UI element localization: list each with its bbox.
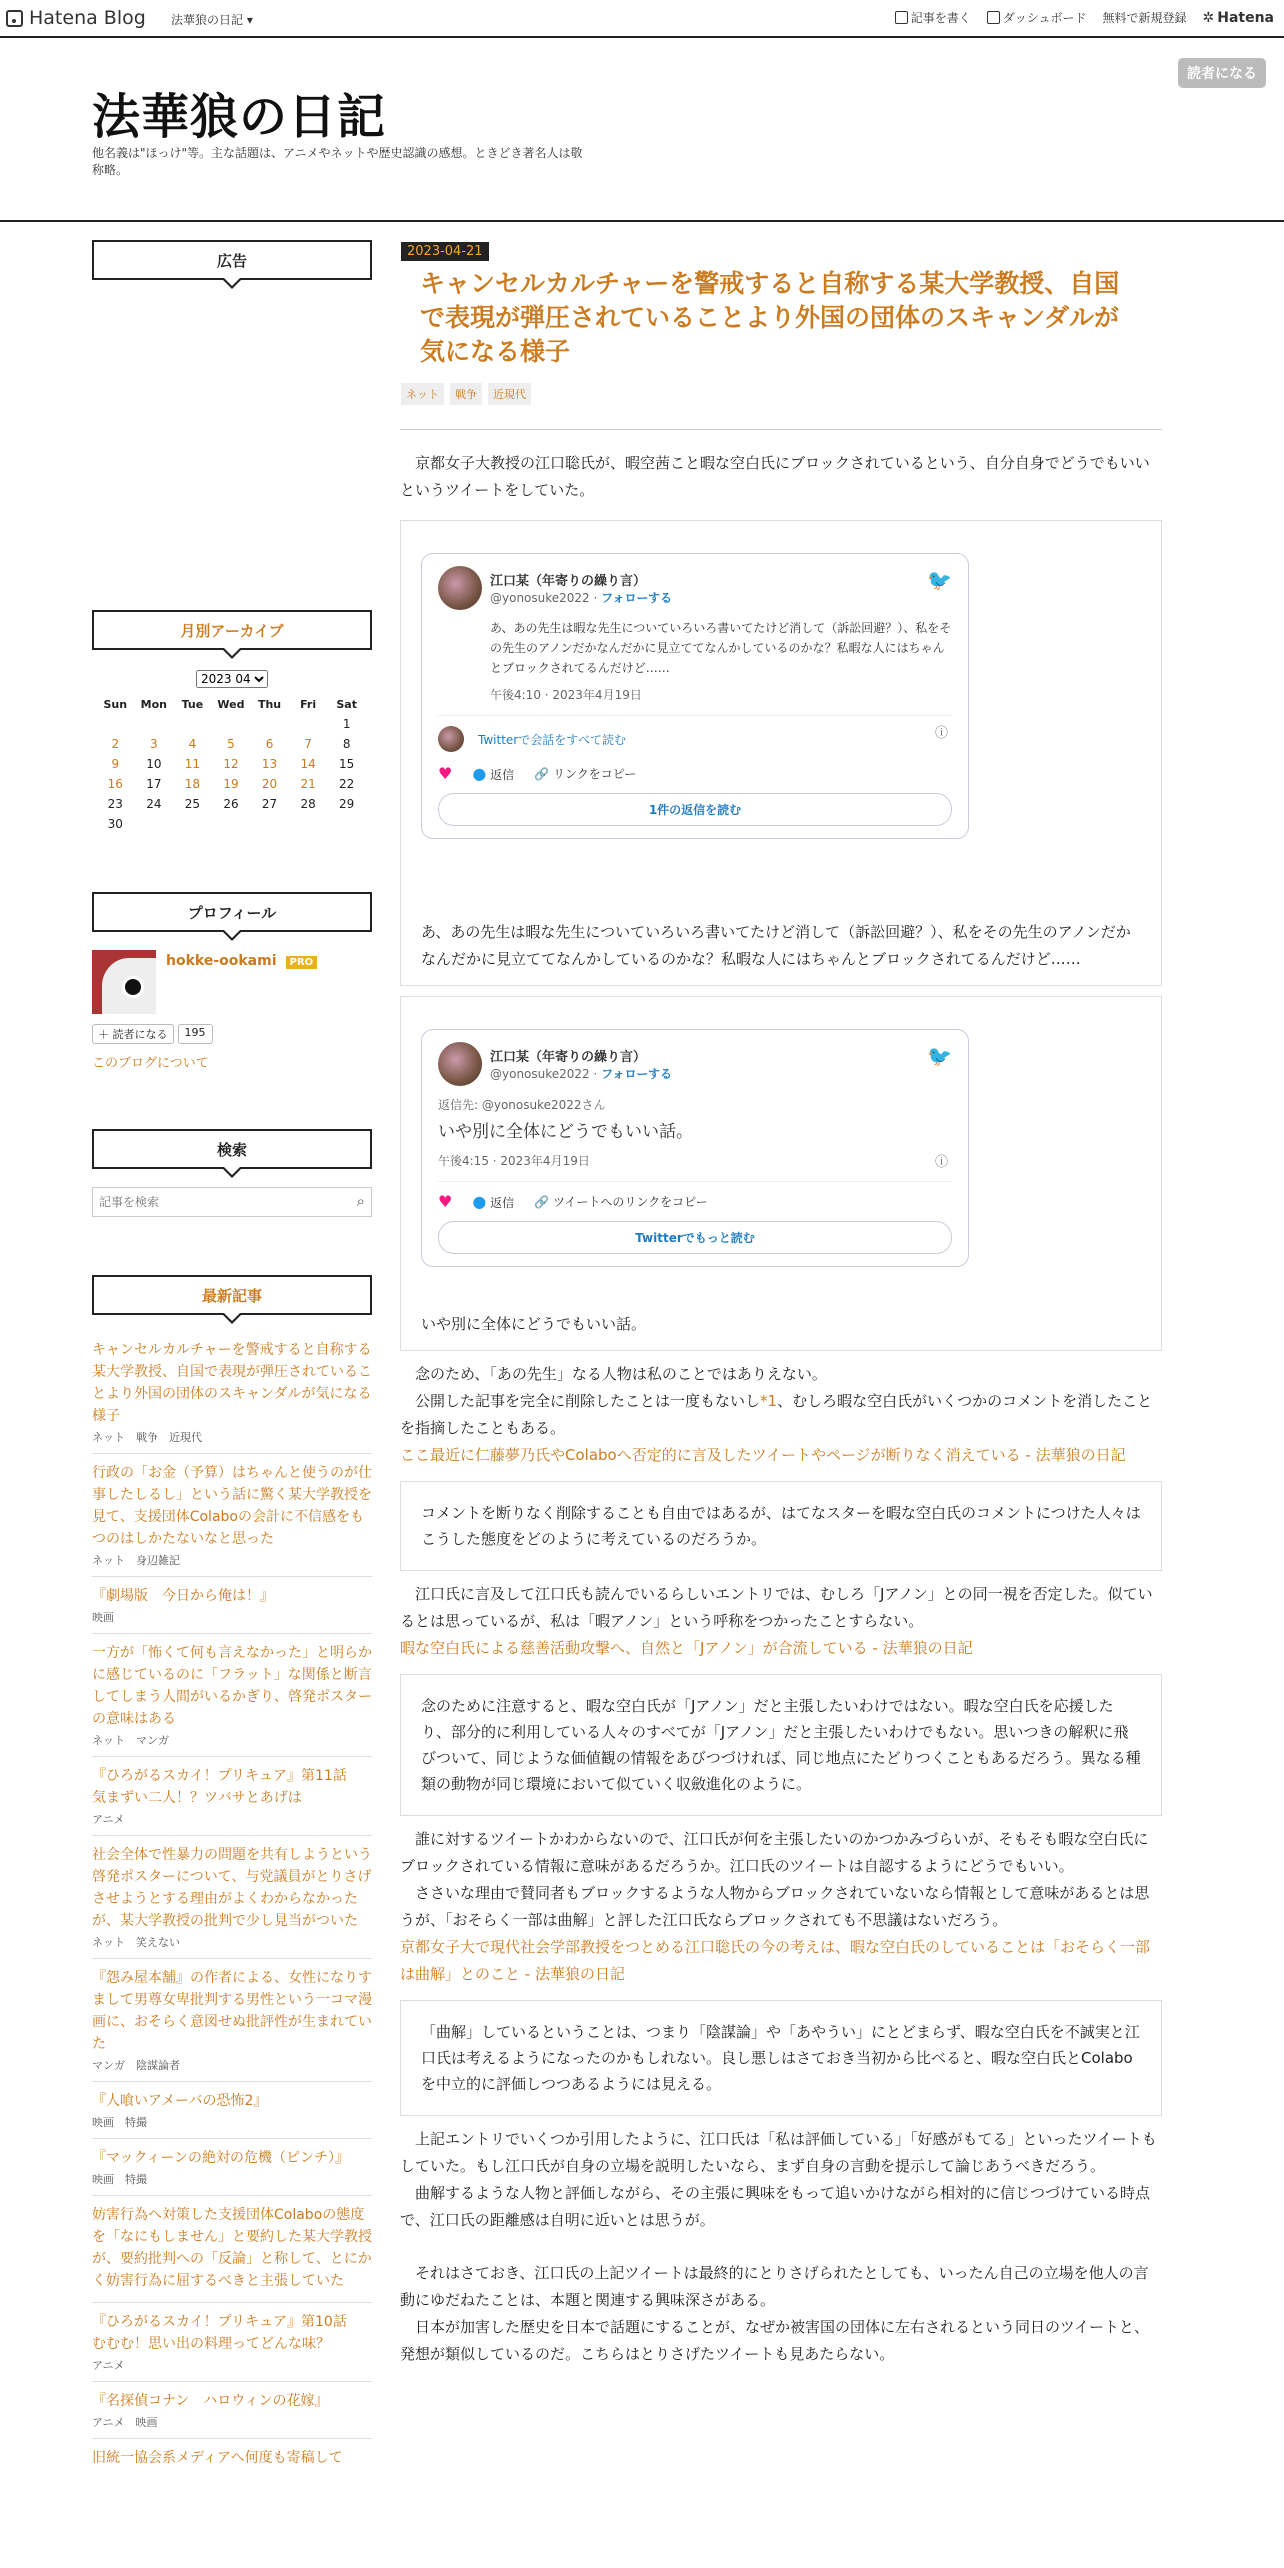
calendar-day-link[interactable]: 7 bbox=[304, 737, 312, 751]
follow-reader-label: 読者になる bbox=[112, 1028, 168, 1041]
calendar-cell: 30 bbox=[107, 817, 123, 831]
subscribe-button[interactable]: 読者になる bbox=[1178, 58, 1266, 88]
post-categories bbox=[401, 383, 1162, 405]
follow-link[interactable]: フォローする bbox=[601, 591, 672, 605]
info-icon[interactable]: ⓘ bbox=[934, 726, 948, 741]
blog-menu-label: 法華狼の日記 bbox=[171, 13, 244, 27]
follow-reader-button[interactable]: ＋ 読者になる bbox=[92, 1024, 174, 1044]
dashboard-icon bbox=[987, 11, 1000, 24]
blockquote: 念のために注意すると、暇な空白氏が「Jアノン」だと主張したいわけではない。暇な空白氏を応援したり、部分的に利用している人々のすべてが「Jアノン」だと主張したいわけでもない。思いつきの解釈に飛びついて、同じような価値観の情報をあびつづければ、同じ地点にたどりつくこともあるだろう。異なる種類の動物が同じ環境において似ていく収斂進化のように。 bbox=[400, 1674, 1162, 1816]
calendar-day-link[interactable]: 2 bbox=[111, 737, 120, 751]
recent-title[interactable]: 『怨み屋本舗』の作者による、女性になりすまして男尊女卑批判する男性という一コマ漫画に、おそらく意図せぬ批評性が生まれていた bbox=[92, 1970, 372, 2052]
link-icon[interactable]: 🔗 bbox=[534, 1195, 550, 1209]
paragraph bbox=[400, 1388, 1162, 1442]
info-icon[interactable]: ⓘ bbox=[934, 1155, 948, 1170]
paragraph: 誰に対するツイートかわからないので、江口氏が何を主張したいのかつかみづらいが、そもそも暇な空白氏にブロックされている情報に意味があるだろうか。江口氏のツイートは自認するようにどうでもいい。 bbox=[400, 1830, 1149, 1875]
blog-menu[interactable] bbox=[171, 11, 253, 28]
calendar-cell bbox=[212, 714, 251, 734]
recent-item[interactable] bbox=[92, 1331, 372, 1454]
recent-categories[interactable]: アニメ 映画 bbox=[92, 2416, 158, 2429]
calendar-cell: 10 bbox=[146, 757, 162, 771]
search-heading: 検索 bbox=[92, 1129, 372, 1169]
hatena-blog-logo[interactable] bbox=[6, 7, 146, 29]
calendar-day-link[interactable]: 20 bbox=[261, 777, 278, 791]
calendar-day-link[interactable]: 12 bbox=[223, 757, 239, 771]
blog-title[interactable]: 法華狼の日記 bbox=[92, 89, 387, 145]
signup-link[interactable]: 無料で新規登録 bbox=[1102, 11, 1187, 25]
copy-link-label[interactable]: リンクをコピー bbox=[552, 767, 637, 781]
profile-avatar[interactable] bbox=[92, 950, 156, 1014]
calendar-day-fri: Fri bbox=[300, 697, 317, 711]
calendar-day-link[interactable]: 13 bbox=[261, 757, 278, 771]
tweet-time[interactable]: 午後4:10 · 2023年4月19日 bbox=[490, 688, 642, 702]
recent-categories[interactable]: ネット 身辺雑記 bbox=[92, 1554, 180, 1567]
recent-item[interactable] bbox=[92, 2303, 372, 2382]
pro-badge: PRO bbox=[286, 956, 318, 969]
recent-categories[interactable]: 映画 bbox=[92, 1611, 114, 1624]
ad-heading: 広告 bbox=[92, 240, 372, 280]
calendar-row bbox=[96, 714, 366, 734]
pencil-icon bbox=[895, 11, 908, 24]
calendar-cell: 23 bbox=[107, 797, 123, 811]
reply-bubble-icon[interactable]: ● bbox=[472, 1192, 487, 1211]
recent-title[interactable]: 旧統一協会系メディアへ何度も寄稿して bbox=[92, 2450, 343, 2466]
recent-title[interactable]: 『名探偵コナン ハロウィンの花嫁』 bbox=[92, 2393, 329, 2409]
paragraph: 念のため、「あの先生」なる人物は私のことではありえない。 bbox=[415, 1365, 827, 1383]
recent-item[interactable] bbox=[92, 2139, 372, 2196]
calendar-cell: 17 bbox=[146, 777, 162, 791]
caret-down-icon: ▾ bbox=[246, 13, 253, 27]
recent-item[interactable] bbox=[92, 1577, 372, 1634]
dashboard-label: ダッシュボード bbox=[1002, 11, 1087, 25]
recent-title[interactable]: 行政の「お金（予算）はちゃんと使うのが仕事したしるし」という話に驚く某大学教授を見て、支援団体Colaboの会計に不信感をもつのはしかたないなと思った bbox=[92, 1465, 372, 1547]
copy-link-label[interactable]: ツイートへのリンクをコピー bbox=[552, 1195, 708, 1209]
calendar-day-link[interactable]: 11 bbox=[184, 757, 201, 771]
calendar-cell bbox=[135, 714, 174, 734]
calendar-cell: 27 bbox=[261, 797, 278, 811]
recent-item[interactable] bbox=[92, 2439, 372, 2477]
write-label: 記事を書く bbox=[910, 11, 971, 25]
tweet-card[interactable]: 🐦 江口某（年寄りの繰り言） @yonosuke2022 · フォローする あ、あの先生は暇な先生についていろいろ書いてたけど消して（訴訟回避？）、私をその先生のアノンだかなんだかに見立ててなんかしているのかな？私暇な人にはちゃんとブロックされてるんだけど…… 午後4:10 · 2023年4月19日 ⓘ Twitterで会話をすべて読む ♥ ● 返信 🔗 リンクをコピー 1件の返信を読む bbox=[421, 553, 969, 839]
paragraph: それはさておき、江口氏の上記ツイートは最終的にとりさげられたとしても、いったん自己の立場を他人の言動にゆだねたことは、本題と関連する興味深さがある。 bbox=[400, 2264, 1149, 2309]
tweet-text: あ、あの先生は暇な先生についていろいろ書いてたけど消して（訴訟回避？）、私をその先生のアノンだかなんだかに見立ててなんかしているのかな？私暇な人にはちゃんとブロックされてるんだけど…… bbox=[490, 621, 952, 675]
calendar-day-link[interactable]: 19 bbox=[223, 777, 239, 791]
hatena-link[interactable]: ✲ Hatena bbox=[1203, 10, 1275, 26]
recent-item[interactable] bbox=[92, 2196, 372, 2303]
read-more-button[interactable]: Twitterでもっと読む bbox=[438, 1221, 952, 1254]
archive-month-select[interactable] bbox=[196, 670, 268, 688]
hatena-topbar bbox=[0, 0, 1284, 38]
calendar-cell bbox=[250, 714, 289, 734]
recent-title[interactable]: 社会全体で性暴力の問題を共有しようという啓発ポスターについて、与党議員がとりさげさせようとする理由がよくわからなかったが、某大学教授の批判で少し見当がついた bbox=[92, 1847, 372, 1929]
recent-list bbox=[92, 1331, 372, 2477]
profile-name-link[interactable]: hokke-ookami bbox=[166, 953, 277, 969]
post-title[interactable]: キャンセルカルチャーを警戒すると自称する某大学教授、自国で表現が弾圧されていることより外国の団体のスキャンダルが気になる様子 bbox=[420, 269, 1120, 366]
calendar-day-link[interactable]: 18 bbox=[184, 777, 201, 791]
logo-text: Hatena Blog bbox=[29, 7, 146, 29]
calendar-day-wed: Wed bbox=[217, 697, 245, 711]
blog-description: 他名義は"ほっけ"等。主な話題は、アニメやネットや歴史認識の感想。ときどき著名人は敬称略。 bbox=[92, 146, 583, 177]
category-tag[interactable]: 近現代 bbox=[488, 383, 531, 405]
title-divider bbox=[400, 429, 1162, 430]
calendar-header-row bbox=[96, 694, 366, 714]
article bbox=[400, 240, 1162, 2368]
tweet-author-name[interactable]: 江口某（年寄りの繰り言） bbox=[490, 1050, 647, 1065]
tweet-text: いや別に全体にどうでもいい話。 bbox=[438, 1122, 693, 1142]
reply-bubble-icon[interactable]: ● bbox=[472, 764, 487, 783]
paragraph: 江口氏に言及して江口氏も読んでいるらしいエントリでは、むしろ「Jアノン」との同一視を否定した。似ているとは思っているが、私は「暇アノン」という呼称をつかったことすらない。 bbox=[400, 1585, 1153, 1630]
recent-item[interactable] bbox=[92, 1836, 372, 1959]
paragraph: 日本が加害した歴史を日本で話題にすることが、なぜか被害国の団体に左右されるという同日のツイートと、発想が類似しているのだ。こちらはとりさげたツイートも見あたらない。 bbox=[400, 2318, 1149, 2363]
tweet-fallback-text: あ、あの先生は暇な先生についていろいろ書いてたけど消して（訴訟回避？）、私をその先生のアノンだかなんだかに見立ててなんかしているのかな？私暇な人にはちゃんとブロックされてるんだけど…… bbox=[421, 923, 1131, 968]
blog-card-link[interactable]: 暇な空白氏による慈善活動攻撃へ、自然と「Jアノン」が合流している - 法華狼の日記 bbox=[400, 1639, 973, 1657]
recent-title[interactable]: 『マックィーンの絶対の危機（ピンチ）』 bbox=[92, 2150, 350, 2166]
like-heart-icon[interactable]: ♥ bbox=[438, 1192, 453, 1211]
footnote-link[interactable]: *1 bbox=[760, 1392, 778, 1410]
calendar-day-sat: Sat bbox=[336, 697, 357, 711]
search-input[interactable] bbox=[93, 1188, 333, 1216]
calendar-cell bbox=[173, 714, 212, 734]
tweet-embed-2 bbox=[400, 996, 1162, 1351]
calendar-day-link[interactable]: 6 bbox=[265, 737, 274, 751]
calendar-cell: 8 bbox=[342, 737, 351, 751]
tweet-handle[interactable]: @yonosuke2022 bbox=[490, 1067, 590, 1081]
tweet-handle[interactable]: @yonosuke2022 bbox=[490, 591, 590, 605]
reply-label[interactable]: 返信 bbox=[490, 1196, 515, 1210]
calendar-cell: 28 bbox=[300, 797, 316, 811]
like-heart-icon[interactable]: ♥ bbox=[438, 764, 453, 783]
calendar-cell: 26 bbox=[223, 797, 239, 811]
write-article-link[interactable] bbox=[895, 9, 971, 26]
archive-calendar bbox=[96, 694, 366, 834]
paragraph-text: 公開した記事を完全に削除したことは一度もないし bbox=[415, 1392, 761, 1410]
recent-title[interactable]: 『人喰いアメーバの恐怖2』 bbox=[92, 2093, 268, 2109]
search-icon[interactable]: ⌕ bbox=[356, 1192, 365, 1210]
calendar-day-link[interactable]: 16 bbox=[107, 777, 123, 791]
tweet-avatar[interactable] bbox=[438, 566, 482, 610]
calendar-day-link[interactable]: 14 bbox=[300, 757, 316, 771]
tweet-author-name[interactable]: 江口某（年寄りの繰り言） bbox=[490, 574, 647, 589]
sidebar bbox=[92, 240, 372, 2477]
paragraph: 上記エントリでいくつか引用したように、江口氏は「私は評価している」「好感がもてる」といったツイートもしていた。もし江口氏が自身の立場を説明したいなら、まず自身の言動を提示して論じあうべきだろう。 bbox=[400, 2130, 1157, 2175]
reply-to[interactable]: 返信先: @yonosuke2022さん bbox=[438, 1098, 606, 1112]
calendar-row bbox=[96, 754, 366, 774]
intro-paragraph: 京都女子大教授の江口聡氏が、暇空茜こと暇な空白氏にブロックされているという、自分自身でどうでもいいというツイートをしていた。 bbox=[400, 454, 1150, 499]
recent-categories[interactable]: ネット マンガ bbox=[92, 1734, 169, 1747]
calendar-day-link[interactable]: 5 bbox=[227, 737, 235, 751]
thread-avatar bbox=[438, 726, 464, 752]
paragraph-text: 、むしろ暇な空白氏がいくつかのコメントを消したことを指摘したこともある。 bbox=[400, 1392, 1153, 1437]
calendar-row bbox=[96, 774, 366, 794]
calendar-day-link[interactable]: 9 bbox=[111, 757, 120, 771]
calendar-day-tue: Tue bbox=[181, 697, 204, 711]
search-box bbox=[92, 1187, 372, 1217]
tweet-embed-1 bbox=[400, 520, 1162, 986]
recent-item[interactable] bbox=[92, 1959, 372, 2082]
calendar-day-link[interactable]: 21 bbox=[300, 777, 316, 791]
blog-card-link[interactable]: ここ最近に仁藤夢乃氏やColaboへ否定的に言及したツイートやページが断りなく消えている - 法華狼の日記 bbox=[400, 1446, 1126, 1464]
recent-heading: 最新記事 bbox=[92, 1275, 372, 1315]
calendar-cell: 29 bbox=[339, 797, 355, 811]
twitter-bird-icon[interactable]: 🐦 bbox=[927, 1044, 952, 1068]
recent-categories[interactable]: 映画 特撮 bbox=[92, 2173, 147, 2186]
recent-item[interactable] bbox=[92, 1634, 372, 1757]
archive-heading[interactable]: 月別アーカイブ bbox=[92, 610, 372, 650]
dashboard-link[interactable] bbox=[987, 9, 1087, 26]
recent-title[interactable]: 一方が「怖くて何も言えなかった」と明らかに感じているのに「フラット」な関係と断言してしまう人間がいるかぎり、啓発ポスターの意味はある bbox=[92, 1645, 372, 1727]
read-replies-button[interactable]: 1件の返信を読む bbox=[438, 793, 952, 826]
link-icon[interactable]: 🔗 bbox=[534, 767, 550, 781]
tweet-card[interactable]: 🐦 江口某（年寄りの繰り言） @yonosuke2022 · フォローする 返信先: @yonosuke2022さん いや別に全体にどうでもいい話。 午後4:15 · 2023年4月19日 ⓘ ♥ ● 返信 🔗 ツイートへのリンクをコピー Twitterでもっと読む bbox=[421, 1029, 969, 1267]
ad-slot bbox=[92, 280, 372, 610]
paragraph: ささいな理由で賛同者もブロックするような人物からブロックされていないなら情報として意味があるとは思うが、「おそらく一部は曲解」と評した江口氏ならブロックされても不思議はないだろう。 bbox=[400, 1884, 1150, 1929]
calendar-row bbox=[96, 794, 366, 814]
calendar-cell: 15 bbox=[339, 757, 355, 771]
tweet-time[interactable]: 午後4:15 · 2023年4月19日 bbox=[438, 1154, 590, 1168]
calendar-cell: 22 bbox=[339, 777, 355, 791]
about-blog-link[interactable]: このブログについて bbox=[92, 1056, 209, 1071]
hatena-logo-icon bbox=[6, 10, 23, 27]
calendar-row bbox=[96, 814, 366, 834]
recent-item[interactable] bbox=[92, 1454, 372, 1577]
post-date[interactable]: 2023-04-21 bbox=[401, 242, 489, 261]
tweet-fallback-text: いや別に全体にどうでもいい話。 bbox=[421, 1315, 647, 1333]
recent-title[interactable]: 『劇場版 今日から俺は！』 bbox=[92, 1588, 274, 1604]
calendar-day-link[interactable]: 3 bbox=[150, 737, 158, 751]
recent-title[interactable]: 妨害行為へ対策した支援団体Colaboの態度を「なにもしません」と要約した某大学教授が、要約批判への「反論」と称して、とにかく妨害行為に屈するべきと主張していた bbox=[92, 2207, 372, 2289]
recent-categories[interactable]: ネット 戦争 近現代 bbox=[92, 1431, 202, 1444]
calendar-row bbox=[96, 734, 366, 754]
reader-count: 195 bbox=[178, 1024, 213, 1044]
recent-categories[interactable]: アニメ bbox=[92, 2359, 125, 2372]
recent-title[interactable]: 『ひろがるスカイ！プリキュア』第11話 気まずい二人！？ツバサとあげは bbox=[92, 1768, 361, 1806]
recent-categories[interactable]: アニメ bbox=[92, 1813, 125, 1826]
category-tag[interactable]: ネット bbox=[401, 383, 444, 405]
recent-item[interactable] bbox=[92, 1757, 372, 1836]
calendar-cell: 1 bbox=[342, 717, 351, 731]
calendar-day-thu: Thu bbox=[257, 697, 282, 711]
follow-link[interactable]: フォローする bbox=[601, 1067, 672, 1081]
recent-categories[interactable]: ネット 笑えない bbox=[92, 1936, 180, 1949]
blog-card-link[interactable]: 京都女子大で現代社会学部教授をつとめる江口聡氏の今の考えは、暇な空白氏のしていることは「おそらく一部は曲解」とのこと - 法華狼の日記 bbox=[400, 1938, 1151, 1983]
reply-label[interactable]: 返信 bbox=[490, 768, 515, 782]
tweet-avatar[interactable] bbox=[438, 1042, 482, 1086]
recent-categories[interactable]: 映画 特撮 bbox=[92, 2116, 147, 2129]
recent-title[interactable]: キャンセルカルチャーを警戒すると自称する某大学教授、自国で表現が弾圧されていることより外国の団体のスキャンダルが気になる様子 bbox=[92, 1342, 372, 1424]
calendar-cell bbox=[289, 714, 328, 734]
recent-title[interactable]: 『ひろがるスカイ！プリキュア』第10話 むむむ！思い出の料理ってどんな味？ bbox=[92, 2314, 361, 2352]
read-conversation-link[interactable]: Twitterで会話をすべて読む bbox=[478, 732, 626, 747]
blockquote: コメントを断りなく削除することも自由ではあるが、はてなスターを暇な空白氏のコメントにつけた人々はこうした態度をどのように考えているのだろうか。 bbox=[400, 1481, 1162, 1571]
recent-item[interactable] bbox=[92, 2082, 372, 2139]
calendar-day-mon: Mon bbox=[140, 697, 168, 711]
calendar-cell: 24 bbox=[146, 797, 162, 811]
profile-heading: プロフィール bbox=[92, 892, 372, 932]
category-tag[interactable]: 戦争 bbox=[450, 383, 482, 405]
blockquote: 「曲解」しているということは、つまり「陰謀論」や「あやうい」にとどまらず、暇な空白氏を不誠実と江口氏は考えるようになったのかもしれない。良し悪しはさておき当初から比べると、暇な空白氏とColaboを中立的に評価しつつあるようには見える。 bbox=[400, 2000, 1162, 2116]
calendar-cell: 25 bbox=[184, 797, 201, 811]
recent-item[interactable] bbox=[92, 2382, 372, 2439]
calendar-day-link[interactable]: 4 bbox=[188, 737, 197, 751]
paragraph: 曲解するような人物と評価しながら、その主張に興味をもって追いかけながら相対的に信じつづけている時点で、江口氏の距離感は自明に近いとは思うが。 bbox=[400, 2184, 1151, 2229]
twitter-bird-icon[interactable]: 🐦 bbox=[927, 568, 952, 592]
calendar-day-sun: Sun bbox=[103, 697, 128, 711]
blog-header bbox=[0, 38, 1284, 222]
calendar-cell bbox=[96, 714, 135, 734]
recent-categories[interactable]: マンガ 陰謀論者 bbox=[92, 2059, 180, 2072]
